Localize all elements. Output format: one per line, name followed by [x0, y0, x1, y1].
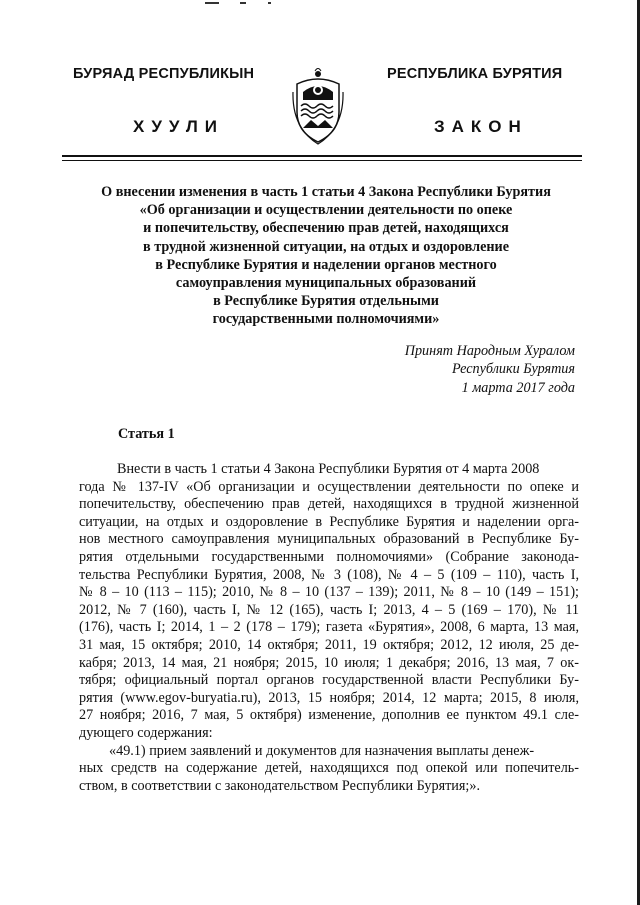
- scan-mark: [240, 2, 246, 4]
- body-line: нов местного самоуправления муниципальных образований в Республике Бу-: [79, 531, 579, 548]
- body-line: 31 мая, 15 октября; 2010, 14 октября; 2011, 19 октября; 2012, 12 июля, 25 де-: [79, 636, 579, 653]
- body-line: № 8 – 10 (113 – 115); 2010, № 8 – 10 (137 – 139); 2011, № 8 – 10 (149 – 151);: [79, 584, 579, 601]
- body-line: тельства Республики Бурятия, 2008, № 3 (108), № 4 – 5 (109 – 110), часть I,: [79, 566, 579, 583]
- quote-line: ством, в соответствии с законодательством Республики Бурятия;».: [79, 777, 481, 794]
- body-line: Внести в часть 1 статьи 4 Закона Республики Бурятия от 4 марта 2008: [117, 461, 540, 477]
- title-line: О внесении изменения в часть 1 статьи 4 Закона Республики Бурятия: [101, 184, 551, 200]
- body-line: 27 ноября; 2016, 7 мая, 5 октября) изменение, дополнив ее пунктом 49.1 сле-: [79, 707, 579, 724]
- article-heading: Статья 1: [118, 426, 175, 442]
- title-line: государственными полномочиями»: [212, 311, 440, 328]
- body-line: (176), часть I; 2014, 1 – 2 (178 – 179); газета «Бурятия», 2008, 6 марта, 13 мая,: [79, 619, 579, 636]
- law-title: [66, 183, 586, 329]
- header-left-title: БУРЯАД РЕСПУБЛИКЫН: [73, 66, 255, 82]
- body-line: тября; официальный портал органов государственной власти Республики Бу-: [79, 672, 579, 689]
- title-line: в трудной жизненной ситуации, на отдых и оздоровление: [142, 238, 510, 255]
- title-line: «Об организации и осуществлении деятельности по опеке: [139, 202, 513, 219]
- title-line: самоуправления муниципальных образований: [175, 275, 477, 292]
- title-line: в Республике Бурятия отдельными: [213, 293, 439, 310]
- header-left-doc-type: ХУУЛИ: [133, 117, 224, 136]
- adoption-line: Республики Бурятия: [451, 361, 575, 378]
- quote-line: «49.1) прием заявлений и документов для назначения выплаты денеж-: [109, 742, 535, 759]
- adoption-note: [405, 342, 575, 397]
- title-line: в Республике Бурятия и наделении органов местного: [155, 256, 497, 273]
- quote-line: ных средств на содержание детей, находящихся под опекой или попечитель-: [79, 760, 579, 777]
- scan-mark: [205, 2, 219, 4]
- article-body: [79, 461, 579, 795]
- header-rule-thin: [62, 160, 582, 161]
- body-line: рятия (www.egov-buryatia.ru), 2013, 15 ноября; 2014, 12 марта; 2015, 8 июля,: [79, 689, 579, 706]
- body-line: рятия отдельными государственными полномочиями» (Собрание законода-: [79, 548, 579, 565]
- body-line: попечительству, обеспечению прав детей, находящихся в трудной жизненной: [79, 496, 579, 513]
- header-right-doc-type: ЗАКОН: [434, 117, 528, 136]
- adoption-date: 1 марта 2017 года: [461, 379, 575, 396]
- body-line: 2012, № 7 (160), часть I, № 12 (165), часть I; 2013, 4 – 5 (169 – 170), № 11: [79, 601, 579, 618]
- coat-of-arms-icon: [289, 68, 347, 146]
- body-line: кабря; 2013, 14 мая, 21 ноября; 2015, 10 июля; 1 декабря; 2016, 13 мая, 7 ок-: [79, 654, 579, 671]
- header-right-title: РЕСПУБЛИКА БУРЯТИЯ: [387, 66, 563, 82]
- adoption-line: Принят Народным Хуралом: [404, 343, 575, 359]
- body-line: дующего содержания:: [79, 724, 213, 741]
- header-rule-thick: [62, 155, 582, 157]
- body-line: года № 137-IV «Об организации и осуществлении деятельности по опеке и: [79, 478, 579, 495]
- scan-mark: [268, 2, 271, 4]
- body-line: ситуации, на отдых и оздоровление в Республике Бурятия и наделении орга-: [79, 513, 579, 530]
- title-line: и попечительству, обеспечению прав детей, находящихся: [143, 220, 509, 237]
